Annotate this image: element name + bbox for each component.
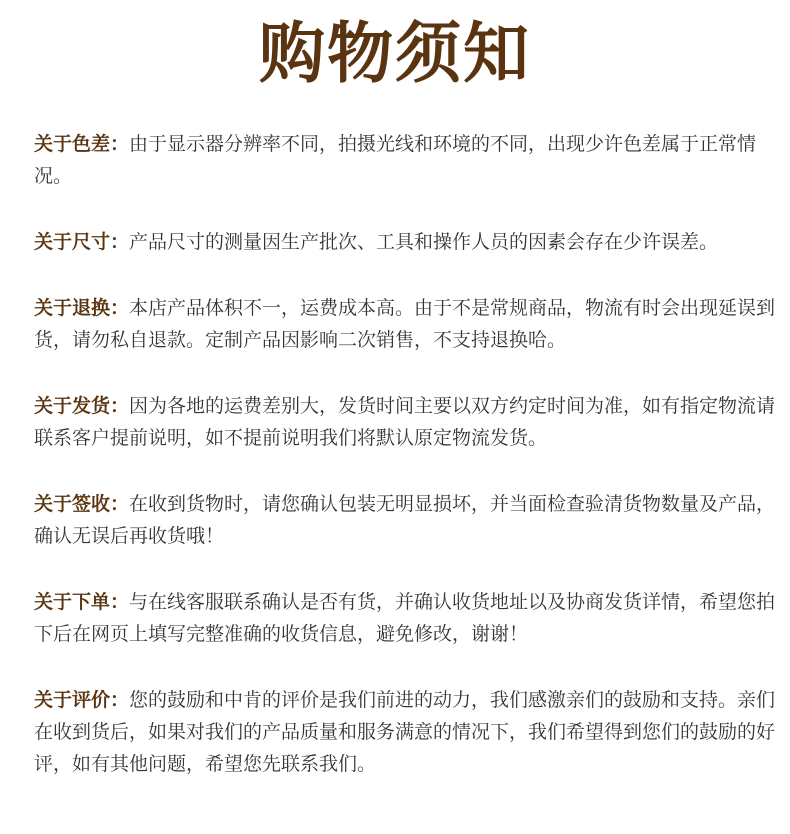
- section-text: 您的鼓励和中肯的评价是我们前进的动力，我们感激亲们的鼓励和支持。亲们在收到货后，如果对我们的产品质量和服务满意的情况下，我们希望得到您们的鼓励的好评，如有其他问题，希望您先联系我们。: [34, 689, 776, 775]
- section-label: 关于签收：: [34, 493, 130, 515]
- section-text: 在收到货物时，请您确认包装无明显损坏，并当面检查验清货物数量及产品，确认无误后再收货哦！: [34, 493, 776, 547]
- section-label: 关于色差：: [34, 133, 130, 155]
- section-label: 关于下单：: [34, 591, 130, 613]
- section-text: 本店产品体积不一，运费成本高。由于不是常规商品，物流有时会出现延误到货，请勿私自退款。定制产品因影响二次销售，不支持退换哈。: [34, 297, 776, 351]
- notice-receipt: [34, 488, 786, 552]
- section-text: 与在线客服联系确认是否有货，并确认收货地址以及协商发货详情，希望您拍下后在网页上填写完整准确的收货信息，避免修改，谢谢！: [34, 591, 776, 645]
- section-text: 产品尺寸的测量因生产批次、工具和操作人员的因素会存在少许误差。: [129, 231, 719, 253]
- notice-returns: [34, 292, 786, 356]
- notice-ordering: [34, 586, 786, 650]
- section-label: 关于尺寸：: [34, 231, 130, 253]
- section-label: 关于发货：: [34, 395, 130, 417]
- notice-color-difference: [34, 128, 786, 192]
- section-label: 关于退换：: [34, 297, 130, 319]
- notice-shipping: [34, 390, 786, 454]
- section-text: 由于显示器分辨率不同，拍摄光线和环境的不同，出现少许色差属于正常情况。: [34, 133, 757, 187]
- notice-size: [34, 226, 786, 258]
- page-title: 购物须知: [259, 15, 531, 92]
- section-text: 因为各地的运费差别大，发货时间主要以双方约定时间为准，如有指定物流请联系客户提前说明，如不提前说明我们将默认原定物流发货。: [34, 395, 776, 449]
- notice-reviews: [34, 684, 786, 780]
- section-label: 关于评价：: [34, 689, 130, 711]
- notice-sections: [34, 128, 786, 814]
